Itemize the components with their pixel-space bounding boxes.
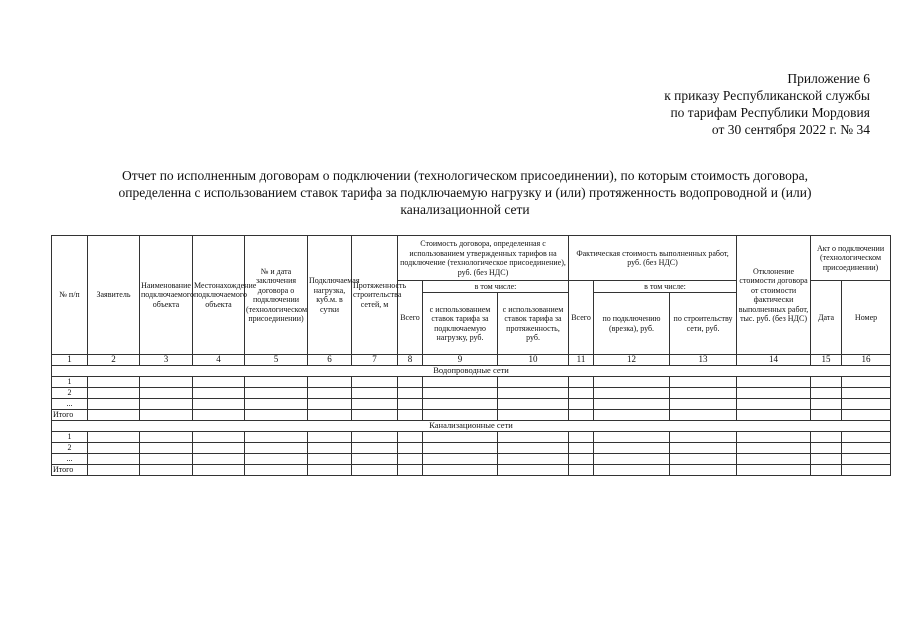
header-contract: № и дата заключения договора о подключении (технологическом присоединении): [245, 236, 308, 355]
table-cell: [594, 410, 670, 421]
header-load: Подключаемая нагрузка, куб.м. в сутки: [308, 236, 352, 355]
column-number: 11: [569, 355, 594, 366]
table-cell: [193, 377, 245, 388]
table-cell: [308, 443, 352, 454]
table-cell: [88, 432, 140, 443]
appendix-line-4: от 30 сентября 2022 г. № 34: [711, 122, 870, 137]
table-cell: [245, 377, 308, 388]
table-cell: [308, 399, 352, 410]
table-cell: [842, 388, 891, 399]
table-cell: [737, 410, 811, 421]
table-cell: [352, 465, 398, 476]
table-cell: [352, 388, 398, 399]
table-cell: [737, 377, 811, 388]
header-cost-length-rate: с использованием ставок тарифа за протяженность, руб.: [498, 293, 569, 355]
header-cost-total: Всего: [398, 281, 423, 355]
table-cell: [670, 432, 737, 443]
table-cell: [594, 399, 670, 410]
table-row: [52, 432, 891, 443]
table-row: [52, 399, 891, 410]
table-cell: [423, 443, 498, 454]
column-number: 7: [352, 355, 398, 366]
table-cell: [737, 399, 811, 410]
document-title: [60, 167, 870, 218]
table-cell: [423, 388, 498, 399]
table-cell: [811, 432, 842, 443]
table-cell: [140, 465, 193, 476]
table-cell: [245, 454, 308, 465]
table-cell: [398, 432, 423, 443]
column-number: 14: [737, 355, 811, 366]
header-actual-connection: по подключению (врезка), руб.: [594, 293, 670, 355]
table-cell: [737, 443, 811, 454]
table-cell: [193, 388, 245, 399]
table-cell: [245, 465, 308, 476]
table-cell: [308, 432, 352, 443]
table-cell: [670, 388, 737, 399]
table-cell: [193, 410, 245, 421]
table-cell: [398, 388, 423, 399]
table-cell: [594, 443, 670, 454]
table-cell: [811, 410, 842, 421]
table-cell: [842, 454, 891, 465]
header-act-number: Номер: [842, 281, 891, 355]
table-cell: [398, 377, 423, 388]
header-act-date: Дата: [811, 281, 842, 355]
table-cell: [842, 465, 891, 476]
table-cell: [245, 410, 308, 421]
table-cell: [140, 410, 193, 421]
table-cell: [245, 388, 308, 399]
table-cell: [670, 399, 737, 410]
table-cell: [88, 388, 140, 399]
table-cell: [811, 388, 842, 399]
table-cell: [193, 465, 245, 476]
header-cost-incl: в том числе:: [423, 281, 569, 293]
table-cell: [569, 454, 594, 465]
table-cell: [594, 388, 670, 399]
table-cell: [423, 399, 498, 410]
header-length: Протяженность строительства сетей, м: [352, 236, 398, 355]
table-cell: [308, 377, 352, 388]
table-row: [52, 377, 891, 388]
total-label: Итого: [52, 465, 88, 476]
header-applicant: Заявитель: [88, 236, 140, 355]
table-cell: [811, 399, 842, 410]
header-num: № п/п: [52, 236, 88, 355]
column-number-row: [52, 355, 891, 366]
table-cell: [308, 465, 352, 476]
table-cell: [352, 377, 398, 388]
row-number: 2: [52, 388, 88, 399]
table-cell: [245, 443, 308, 454]
column-number: 4: [193, 355, 245, 366]
section-row: [52, 421, 891, 432]
table-cell: [594, 465, 670, 476]
table-cell: [352, 443, 398, 454]
header-cost-load-rate: с использованием ставок тарифа за подключаемую нагрузку, руб.: [423, 293, 498, 355]
table-cell: [308, 388, 352, 399]
table-cell: [811, 443, 842, 454]
appendix-block: [664, 70, 870, 138]
header-actual-cost: Фактическая стоимость выполненных работ, руб. (без НДС): [569, 236, 737, 281]
column-number: 16: [842, 355, 891, 366]
table-cell: [670, 410, 737, 421]
table-cell: [398, 465, 423, 476]
row-number: 1: [52, 377, 88, 388]
appendix-line-3: по тарифам Республики Мордовия: [670, 105, 870, 120]
table-cell: [140, 399, 193, 410]
table-cell: [811, 465, 842, 476]
table-cell: [670, 465, 737, 476]
table-cell: [352, 399, 398, 410]
column-number: 2: [88, 355, 140, 366]
table-cell: [737, 465, 811, 476]
table-cell: [193, 432, 245, 443]
column-number: 6: [308, 355, 352, 366]
table-cell: [398, 410, 423, 421]
table-cell: [88, 443, 140, 454]
table-cell: [88, 465, 140, 476]
column-number: 3: [140, 355, 193, 366]
table-cell: [245, 432, 308, 443]
table-cell: [423, 410, 498, 421]
report-table: [51, 235, 891, 476]
section-title: Канализационные сети: [52, 421, 891, 432]
section-title: Водопроводные сети: [52, 366, 891, 377]
table-cell: [737, 432, 811, 443]
column-number: 15: [811, 355, 842, 366]
column-number: 12: [594, 355, 670, 366]
column-number: 13: [670, 355, 737, 366]
table-cell: [569, 377, 594, 388]
table-cell: [811, 377, 842, 388]
table-cell: [423, 454, 498, 465]
table-cell: [352, 410, 398, 421]
header-actual-construction: по строительству сети, руб.: [670, 293, 737, 355]
title-line-1: Отчет по исполненным договорам о подключении (технологическом присоединении), по которым стоимость договора,: [121, 168, 808, 183]
table-cell: [811, 454, 842, 465]
table-cell: [498, 443, 569, 454]
table-row: [52, 443, 891, 454]
table-cell: [498, 388, 569, 399]
header-deviation: Отклонение стоимости договора от стоимости фактически выполненных работ, тыс. руб. (без НДС): [737, 236, 811, 355]
row-number: 1: [52, 432, 88, 443]
table-row: [52, 388, 891, 399]
table-cell: [140, 454, 193, 465]
table-cell: [423, 377, 498, 388]
table-cell: [193, 443, 245, 454]
header-contract-cost: Стоимость договора, определенная с использованием утвержденных тарифов на подключение (технологическое присоединение), руб. (без НДС): [398, 236, 569, 281]
table-cell: [88, 454, 140, 465]
column-number: 8: [398, 355, 423, 366]
table-cell: [140, 443, 193, 454]
table-cell: [308, 454, 352, 465]
table-row: [52, 454, 891, 465]
table-cell: [737, 388, 811, 399]
column-number: 9: [423, 355, 498, 366]
table-cell: [140, 432, 193, 443]
table-cell: [423, 465, 498, 476]
table-cell: [842, 410, 891, 421]
table-cell: [398, 443, 423, 454]
table-cell: [670, 454, 737, 465]
table-body: [52, 355, 891, 476]
table-cell: [423, 432, 498, 443]
table-cell: [88, 377, 140, 388]
column-number: 10: [498, 355, 569, 366]
table-cell: [245, 399, 308, 410]
row-number: ...: [52, 399, 88, 410]
column-number: 5: [245, 355, 308, 366]
table-cell: [193, 454, 245, 465]
table-cell: [594, 377, 670, 388]
total-row: [52, 465, 891, 476]
table-cell: [498, 465, 569, 476]
table-cell: [140, 388, 193, 399]
table-cell: [569, 432, 594, 443]
column-number: 1: [52, 355, 88, 366]
title-line-2: определенна с использованием ставок тарифа за подключаемую нагрузку и (или) протяженность водопроводной и (или): [118, 185, 812, 200]
table-cell: [569, 465, 594, 476]
appendix-line-1: Приложение 6: [787, 71, 870, 86]
table-cell: [670, 377, 737, 388]
table-cell: [498, 377, 569, 388]
title-line-3: канализационной сети: [400, 202, 530, 217]
table-cell: [140, 377, 193, 388]
appendix-line-2: к приказу Республиканской службы: [664, 88, 870, 103]
header-act: Акт о подключении (технологическом присоединении): [811, 236, 891, 281]
table-cell: [398, 454, 423, 465]
table-cell: [569, 410, 594, 421]
table-cell: [842, 377, 891, 388]
table-cell: [842, 432, 891, 443]
table-cell: [498, 432, 569, 443]
header-object-name: Наименование подключаемого объекта: [140, 236, 193, 355]
table-cell: [498, 454, 569, 465]
row-number: ...: [52, 454, 88, 465]
header-row-1: [52, 236, 891, 281]
table-cell: [398, 399, 423, 410]
table-cell: [569, 443, 594, 454]
table-cell: [569, 399, 594, 410]
row-number: 2: [52, 443, 88, 454]
table-cell: [594, 454, 670, 465]
table-cell: [308, 410, 352, 421]
header-object-location: Местонахождение подключаемого объекта: [193, 236, 245, 355]
table-cell: [352, 454, 398, 465]
table-cell: [88, 399, 140, 410]
header-actual-total: Всего: [569, 281, 594, 355]
table-cell: [569, 388, 594, 399]
table-cell: [842, 399, 891, 410]
total-label: Итого: [52, 410, 88, 421]
section-row: [52, 366, 891, 377]
table-cell: [594, 432, 670, 443]
table-cell: [737, 454, 811, 465]
table-cell: [498, 399, 569, 410]
table-cell: [498, 410, 569, 421]
table-cell: [193, 399, 245, 410]
total-row: [52, 410, 891, 421]
table-cell: [670, 443, 737, 454]
table-cell: [352, 432, 398, 443]
table-cell: [88, 410, 140, 421]
header-actual-incl: в том числе:: [594, 281, 737, 293]
table-cell: [842, 443, 891, 454]
